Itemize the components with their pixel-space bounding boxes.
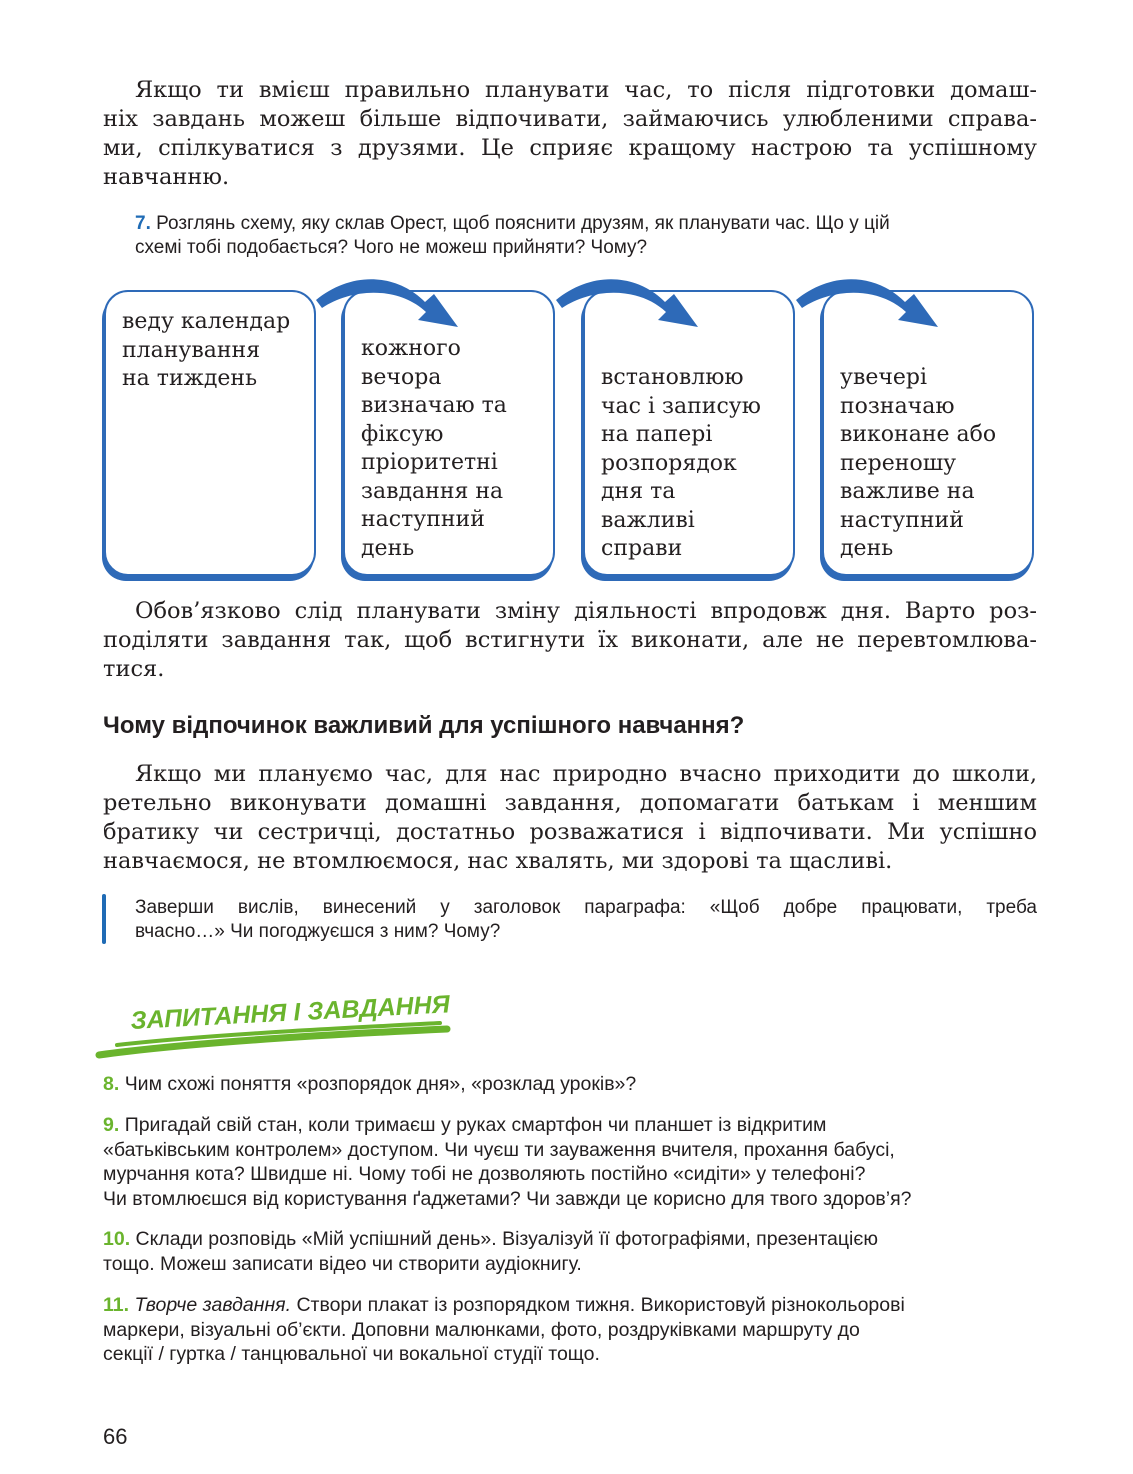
text-line: наступний xyxy=(361,507,485,532)
text-line: Обов’язково слід планувати зміну діяльності впродовж дня. Варто роз- xyxy=(135,598,1037,624)
text-line: Якщо ти вмієш правильно планувати час, то після підготовки домаш- xyxy=(135,77,1037,103)
question-10 xyxy=(103,1227,1043,1276)
text-line: навчаємося, не втомлюємося, нас хвалять, ми здорові та щасливі. xyxy=(103,848,893,874)
question-8 xyxy=(103,1072,1043,1097)
text-line: наступний xyxy=(840,507,964,533)
text-line: час і записую xyxy=(601,393,761,419)
text-line: планування xyxy=(122,337,261,363)
text-line: Якщо ми плануємо час, для нас природно вчасно приходити до школи, xyxy=(135,761,1037,787)
section-title-banner xyxy=(95,985,455,1065)
text-line: день xyxy=(361,535,415,561)
text-line: на тиждень xyxy=(122,366,258,391)
question-number: 11. xyxy=(103,1294,130,1316)
text-line: справи xyxy=(601,536,683,561)
intro-paragraph xyxy=(103,76,1037,192)
text-line: пріоритетні xyxy=(361,450,498,475)
question-text: «батьківським контролем» доступом. Чи чуєш ти зауваження вчителя, прохання бабусі, xyxy=(103,1138,895,1161)
text-line: тися. xyxy=(103,656,165,682)
question-text: Склади розповідь «Мій успішний день». Візуалізуй її фотографіями, презентацією xyxy=(135,1228,878,1250)
section-title: ЗАПИТАННЯ І ЗАВДАННЯ xyxy=(129,990,451,1035)
section-heading: Чому відпочинок важливий для успішного навчання? xyxy=(103,712,745,739)
scheme-box-text xyxy=(361,335,507,563)
scheme-box-3 xyxy=(583,290,795,576)
scheme-box-text xyxy=(840,364,996,564)
question-text: Чим схожі поняття «розпорядок дня», «розклад уроків»? xyxy=(124,1073,637,1095)
text-line: розпорядок xyxy=(601,450,737,476)
text-line: ніх завдань можеш більше відпочивати, займаючись улюбленими справа- xyxy=(103,106,1037,132)
text-line: визначаю та xyxy=(361,393,507,418)
text-line: Заверши вислів, винесений у заголовок параграфа: «Щоб добре працювати, треба xyxy=(135,897,1037,918)
text-line: важливі xyxy=(601,507,695,533)
question-text: секції / гуртка / танцювальної чи вокальної студії тощо. xyxy=(103,1343,600,1365)
question-text: Створи плакат із розпорядком тижня. Використовуй різнокольорові xyxy=(296,1294,905,1316)
text-line: вечора xyxy=(361,364,442,390)
question-11 xyxy=(103,1293,1043,1367)
page-number: 66 xyxy=(103,1424,128,1449)
question-number: 10. xyxy=(103,1228,131,1250)
scheme-box-1 xyxy=(104,290,316,576)
question-number: 8. xyxy=(103,1073,120,1095)
question-text: Чи втомлюєшся від користування ґаджетами? Чи завжди це корисно для твого здоров’я? xyxy=(103,1187,912,1210)
text-line: поділяти завдання так, щоб встигнути їх виконати, але не перевтомлюва- xyxy=(103,627,1037,653)
task-7 xyxy=(135,212,1040,260)
text-line: завдання на xyxy=(361,478,504,504)
question-9 xyxy=(103,1113,1043,1211)
scheme-box-4 xyxy=(822,290,1034,576)
scheme-box-text xyxy=(601,364,761,564)
text-line: увечері xyxy=(840,365,928,390)
text-line: на папері xyxy=(601,422,713,447)
scheme-box-text xyxy=(122,308,290,394)
text-line: важливе на xyxy=(840,479,975,504)
scheme-box-2 xyxy=(343,290,555,576)
task-text: схемі тобі подобається? Чого не можеш прийняти? Чому? xyxy=(135,237,648,258)
task-text: Розглянь схему, яку склав Орест, щоб пояснити друзям, як планувати час. Що у цій xyxy=(156,213,890,234)
text-line: ми, спілкуватися з друзями. Це сприяє кращому настрою та успішному xyxy=(103,135,1037,161)
text-line: виконане або xyxy=(840,422,997,447)
question-number: 9. xyxy=(103,1114,120,1136)
note-marker xyxy=(102,894,106,944)
paragraph-2 xyxy=(103,597,1037,684)
question-text: маркери, візуальні об’єкти. Доповни малюнками, фото, роздруківками маршруту до xyxy=(103,1318,860,1341)
text-line: вчасно…» Чи погоджуєшся з ним? Чому? xyxy=(135,921,501,942)
text-line: ретельно виконувати домашні завдання, допомагати батькам і меншим xyxy=(103,790,1037,816)
text-line: позначаю xyxy=(840,393,955,419)
text-line: фіксую xyxy=(361,421,444,447)
text-line: братику чи сестричці, достатньо розважатися і відпочивати. Ми успішно xyxy=(103,819,1037,845)
note-box xyxy=(135,896,1037,944)
question-text: Пригадай свій стан, коли тримаєш у руках смартфон чи планшет із відкритим xyxy=(124,1114,827,1136)
task-number: 7. xyxy=(135,213,151,234)
text-line: переношу xyxy=(840,450,957,476)
question-text: тощо. Можеш записати відео чи створити аудіокнигу. xyxy=(103,1252,582,1275)
text-line: дня та xyxy=(601,479,676,504)
paragraph-3 xyxy=(103,760,1037,876)
text-line: встановлюю xyxy=(601,365,744,390)
question-text: мурчання кота? Швидше ні. Чому тобі не дозволяють постійно «сидіти» у телефоні? xyxy=(103,1163,866,1185)
question-label: Творче завдання. xyxy=(134,1294,292,1316)
text-line: день xyxy=(840,536,894,561)
text-line: навчанню. xyxy=(103,164,230,190)
text-line: веду календар xyxy=(122,309,291,334)
text-line: кожного xyxy=(361,336,461,361)
